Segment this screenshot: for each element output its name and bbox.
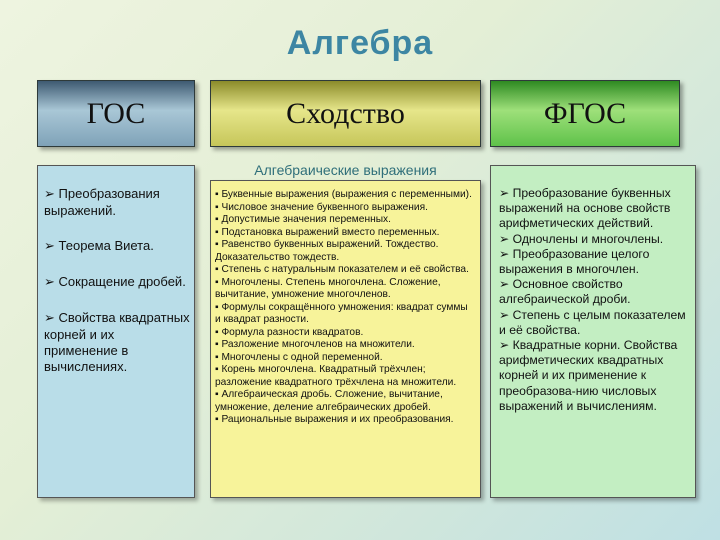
list-item <box>44 274 190 291</box>
list-item <box>499 232 691 247</box>
list-item: ▪ Рациональные выражения и их преобразования. <box>215 414 454 425</box>
list-item: ▪ Корень многочлена. Квадратный трёхчлен; разложение квадратного трёхчлена на множители. <box>215 364 457 388</box>
list-item-text: Теорема Виета. <box>58 238 154 253</box>
list-item <box>44 310 190 375</box>
list-item: ▪ Допустимые значения переменных. <box>215 214 391 225</box>
arrow-bullet-icon: ➢ <box>44 311 55 326</box>
list-item: ▪ Буквенные выражения (выражения с переменными). <box>215 189 472 200</box>
arrow-bullet-icon: ➢ <box>499 186 510 200</box>
list-item-text: Квадратные корни. Свойства арифметических квадратных корней и их применение к преобразова-нию числовых выражений и вычислениям. <box>499 338 678 413</box>
fgos-panel <box>490 165 696 498</box>
header-fgos-label: ФГОС <box>543 96 627 130</box>
arrow-bullet-icon: ➢ <box>44 275 55 290</box>
header-fgos <box>490 80 680 147</box>
list-item-text: Преобразование целого выражения в многочлен. <box>499 246 650 277</box>
arrow-bullet-icon: ➢ <box>44 239 55 254</box>
list-item-text: Свойства квадратных корней и их применение в вычислениях. <box>44 310 190 374</box>
slide-title: Алгебра <box>286 24 434 62</box>
arrow-bullet-icon: ➢ <box>499 231 510 246</box>
header-gos-label: ГОС <box>86 96 146 130</box>
header-gos <box>37 80 195 147</box>
header-similarity <box>210 80 481 147</box>
list-item-text: Одночлены и многочлены. <box>512 231 664 246</box>
list-item: ▪ Числовое значение буквенного выражения. <box>215 201 428 213</box>
list-item: ▪ Многочлены. Степень многочлена. Сложение, вычитание, умножение многочленов. <box>215 276 441 300</box>
arrow-bullet-icon: ➢ <box>499 277 510 292</box>
similarity-panel <box>210 180 481 498</box>
arrow-bullet-icon: ➢ <box>44 187 55 202</box>
list-item <box>44 238 190 255</box>
list-item <box>499 186 691 232</box>
list-item: ▪ Разложение многочленов на множители. <box>215 339 415 350</box>
list-item: ▪ Подстановка выражений вместо переменных. <box>215 226 440 238</box>
gos-panel <box>37 165 195 498</box>
list-item: ▪ Формулы сокращённого умножения: квадрат суммы и квадрат разности. <box>215 301 468 325</box>
list-item-text: Основное свойство алгебраической дроби. <box>499 277 631 307</box>
list-item-text: Преобразование буквенных выражений на основе свойств арифметических действий. <box>499 186 671 231</box>
list-item <box>499 338 691 414</box>
list-item: ▪ Многочлены с одной переменной. <box>215 351 383 363</box>
list-item: ▪ Равенство буквенных выражений. Тождество. Доказательство тождеств. <box>215 239 439 263</box>
list-item <box>44 186 190 219</box>
header-similarity-label: Сходство <box>286 96 405 130</box>
list-item <box>499 277 691 307</box>
list-item <box>499 308 691 338</box>
list-item-text: Сокращение дробей. <box>58 274 186 289</box>
arrow-bullet-icon: ➢ <box>499 338 510 353</box>
list-item: ▪ Формула разности квадратов. <box>215 326 364 338</box>
list-item: ▪ Алгебраическая дробь. Сложение, вычитание, умножение, деление алгебраических дробей. <box>215 389 443 413</box>
arrow-bullet-icon: ➢ <box>499 307 510 322</box>
similarity-subheading: Алгебраические выражения <box>254 162 437 178</box>
arrow-bullet-icon: ➢ <box>499 246 510 261</box>
list-item-text: Преобразования выражений. <box>44 186 160 218</box>
list-item <box>499 247 691 277</box>
list-item-text: Степень с целым показателем и её свойства. <box>499 307 686 337</box>
list-item: ▪ Степень с натуральным показателем и её свойства. <box>215 264 469 275</box>
